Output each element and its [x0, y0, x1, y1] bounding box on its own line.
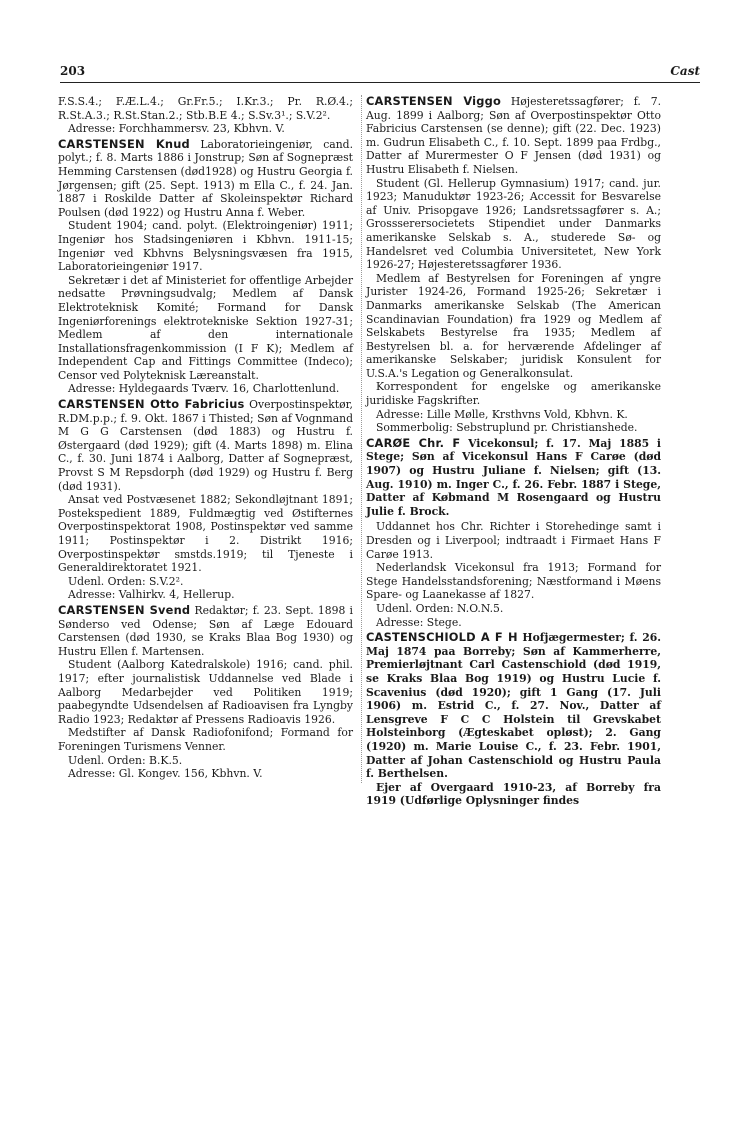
entry-bio: Vicekonsul; f. 17. Maj 1885 i Stege; Søn af Vicekonsul Hans F Carøe (død 1907) og Hustru Juliane f. Nielsen; gift (13. Aug. 1910) m. Inger C., f. 26. Febr. 1887 i Stege, Datter af Købmand M Rosengaard og Hustru Julie f. Brock. — [366, 436, 661, 518]
entry-bio: Redaktør; f. 23. Sept. 1898 i Sønderso ved Odense; Søn af Læge Edouard Carstensen (død 1930, se Kraks Blaa Bog 1930) og Hustru Ellen f. Martensen. — [58, 603, 353, 658]
entry-summer-address: Sommerbolig: Sebstruplund pr. Christianshede. — [376, 421, 638, 435]
entry-address: Adresse: Gl. Kongev. 156, Kbhvn. V. — [68, 767, 263, 781]
entry-name: CARØE Chr. F — [366, 435, 461, 450]
left-column — [58, 95, 362, 783]
entry-name: CARSTENSEN Knud — [58, 136, 190, 151]
entry-paragraph: Student (Aalborg Katedralskole) 1916; cand. phil. 1917; efter journalistisk Uddannelse ved Blade i Aalborg Medarbejder ved Politiken 1919; paabegyndte Udsendelsen af Radioavisen fra Lyngby Radio 1923; Redaktør af Pressens Radioavis 1926. — [58, 658, 353, 726]
entry-address: Adresse: Hyldegaards Tværv. 16, Charlottenlund. — [68, 382, 340, 396]
page-header — [60, 62, 700, 82]
entry-paragraph: Nederlandsk Vicekonsul fra 1913; Formand for Stege Handelsstandsforening; Næstformand i Møens Spare- og Laanekasse af 1827. — [366, 561, 661, 602]
entry-header — [58, 604, 353, 658]
entry-header — [366, 631, 661, 781]
entry-carstensen-otto — [58, 398, 353, 602]
entry-orders: Udenl. Orden: B.K.5. — [68, 753, 183, 767]
right-column — [366, 95, 661, 810]
header-rule — [60, 82, 700, 83]
entry-header — [366, 437, 661, 519]
entry-name: CARSTENSEN Otto Fabricius — [58, 397, 245, 412]
entry-paragraph: Student 1904; cand. polyt. (Elektroingeniør) 1911; Ingeniør hos Stadsingeniøren i Kbhvn. 1911-15; Ingeniør ved Kbhvns Belysningsvæsen fra 1915, Laboratorieingeniør 1917. — [58, 219, 353, 274]
entry-paragraph: Medlem af Bestyrelsen for Foreningen af yngre Jurister 1924-26, Formand 1925-26; Sekretær i Danmarks amerikanske Selskab (The American Scandinavian Foundation) fra 1929 og Medlem af Selskabets Bestyrelse fra 1935; Medlem af Bestyrelsen bl. a. for herværende Afdelinger af amerikanske Selskaber; juridisk Konsulent for U.S.A.'s Legation og Generalkonsulat. — [366, 271, 661, 380]
entry-header — [366, 95, 661, 177]
entry-header — [58, 398, 353, 493]
entry-caroe-chr — [366, 437, 661, 519]
entry-name: CARSTENSEN Viggo — [366, 94, 501, 108]
entry-address: Adresse: Stege. — [376, 615, 462, 629]
running-head: Cast — [670, 64, 700, 78]
entry-paragraph: Uddannet hos Chr. Richter i Storehedinge samt i Dresden og i Liverpool; indtraadt i Firmaet Hans F Carøe 1913. — [366, 520, 661, 561]
entry-bio: Overpostinspektør, R.DM.p.p.; f. 9. Okt. 1867 i Thisted; Søn af Vognmand M G G Carstensen (død 1883) og Hustru f. Østergaard (død 1929); gift (4. Marts 1898) m. Elina C., f. 30. Juni 1874 i Aalborg, Datter af Sognepræst, Provst S M Repsdorph (død 1929) og Hustru f. Berg (død 1931). — [58, 398, 353, 493]
entry-name: CASTENSCHIOLD A F H — [366, 630, 518, 645]
entry-name: CARSTENSEN Svend — [58, 602, 191, 617]
entry-carstensen-viggo — [366, 95, 661, 435]
entry-paragraph: Sekretær i det af Ministeriet for offentlige Arbejder nedsatte Prøvningsudvalg; Medlem af Dansk Elektroteknisk Komité; Formand for Dansk Ingeniørforenings elektrotekniske Sektion 1927-31; Medlem af den internationale Installationsfragenkommission (I F K); Medlem af Independent Cap and Fittings Committee (Indeco); Censor ved Polyteknisk Læreanstalt. — [58, 273, 353, 382]
entry-castenschiold — [366, 631, 661, 808]
entry-bio: Hofjægermester; f. 26. Maj 1874 paa Borreby; Søn af Kammerherre, Premierløjtnant Carl Castenschiold (død 1919, se Kraks Blaa Bog 1919) og Hustru Lucie f. Scavenius (død 1920); gift 1 Gang (17. Juli 1906) m. Estrid C., f. 27. Nov., Datter af Lensgreve F C C Holstein til Grevskabet Holsteinborg (Ægteskabet opløst); 2. Gang (1920) m. Marie Louise C., f. 23. Febr. 1901, Datter af Johan Castenschiold og Hustru Paula f. Berthelsen. — [366, 631, 661, 781]
entry-bio: Højesteretssagfører; f. 7. Aug. 1899 i Aalborg; Søn af Overpostinspektør Otto Fabricius Carstensen (se denne); gift (22. Dec. 1923) m. Gudrun Elisabeth C., f. 10. Sept. 1899 paa Frdbg., Datter af Murermester O F Jensen (død 1931) og Hustru Elisabeth f. Nielsen. — [366, 95, 661, 176]
entry-carstensen-knud — [58, 138, 353, 396]
entry-paragraph: Korrespondent for engelske og amerikanske juridiske Fagskrifter. — [366, 380, 661, 408]
entry-caroe-chr-details — [366, 520, 661, 629]
entry-bio: Laboratorieingeniør, cand. polyt.; f. 8. Marts 1886 i Jonstrup; Søn af Sognepræst Hemming Carstensen (død1928) og Hustru Georgia f. Jørgensen; gift (25. Sept. 1913) m Ella C., f. 24. Jan. 1887 i Roskilde Datter af Skoleinspektør Richard Poulsen (død 1922) og Hustru Anna f. Weber. — [58, 137, 354, 219]
page-number: 203 — [60, 64, 86, 78]
entry-orders: Udenl. Orden: S.V.2². — [68, 574, 184, 588]
entry-orders: Udenl. Orden: N.O.N.5. — [376, 601, 504, 615]
entry-carstensen-svend — [58, 604, 353, 781]
continuation-orders: F.S.S.4.; F.Æ.L.4.; Gr.Fr.5.; I.Kr.3.; Pr. R.Ø.4.; R.St.A.3.; R.St.Stan.2.; Stb.B.E 4.; S.Sv.3¹.; S.V.2². — [58, 95, 353, 122]
entry-paragraph: Ejer af Overgaard 1910-23, af Borreby fra 1919 (Udførlige Oplysninger findes — [366, 780, 661, 808]
entry-header — [58, 138, 353, 220]
entry-paragraph: Medstifter af Dansk Radiofonifond; Formand for Foreningen Turismens Venner. — [58, 726, 353, 753]
continuation-address: Adresse: Forchhammersv. 23, Kbhvn. V. — [68, 122, 285, 136]
entry-paragraph: Ansat ved Postvæsenet 1882; Sekondløjtnant 1891; Postekspedient 1889, Fuldmægtig ved Østifternes Overpostinspektorat 1908, Postinspektør ved samme 1911; Postinspektør i 2. Distrikt 1916; Overpostinspektør smstds.1919; til Tjeneste i Generaldirektoratet 1921. — [58, 493, 353, 575]
continuation-entry — [58, 95, 353, 136]
entry-paragraph: Student (Gl. Hellerup Gymnasium) 1917; cand. jur. 1923; Manuduktør 1923-26; Accessit for Besvarelse af Univ. Prisopgave 1926; Landsretssagfører s. A.; Grossserersocietets Stipendiet under Danmarks amerikanske Selskab s. A., studerede Sø- og Handelsret ved Columbia Universitetet, New York 1926-27; Højesteretssagfører 1936. — [366, 176, 661, 272]
entry-address: Adresse: Lille Mølle, Krsthvns Vold, Kbhvn. K. — [376, 407, 628, 421]
entry-address: Adresse: Valhirkv. 4, Hellerup. — [68, 588, 235, 602]
